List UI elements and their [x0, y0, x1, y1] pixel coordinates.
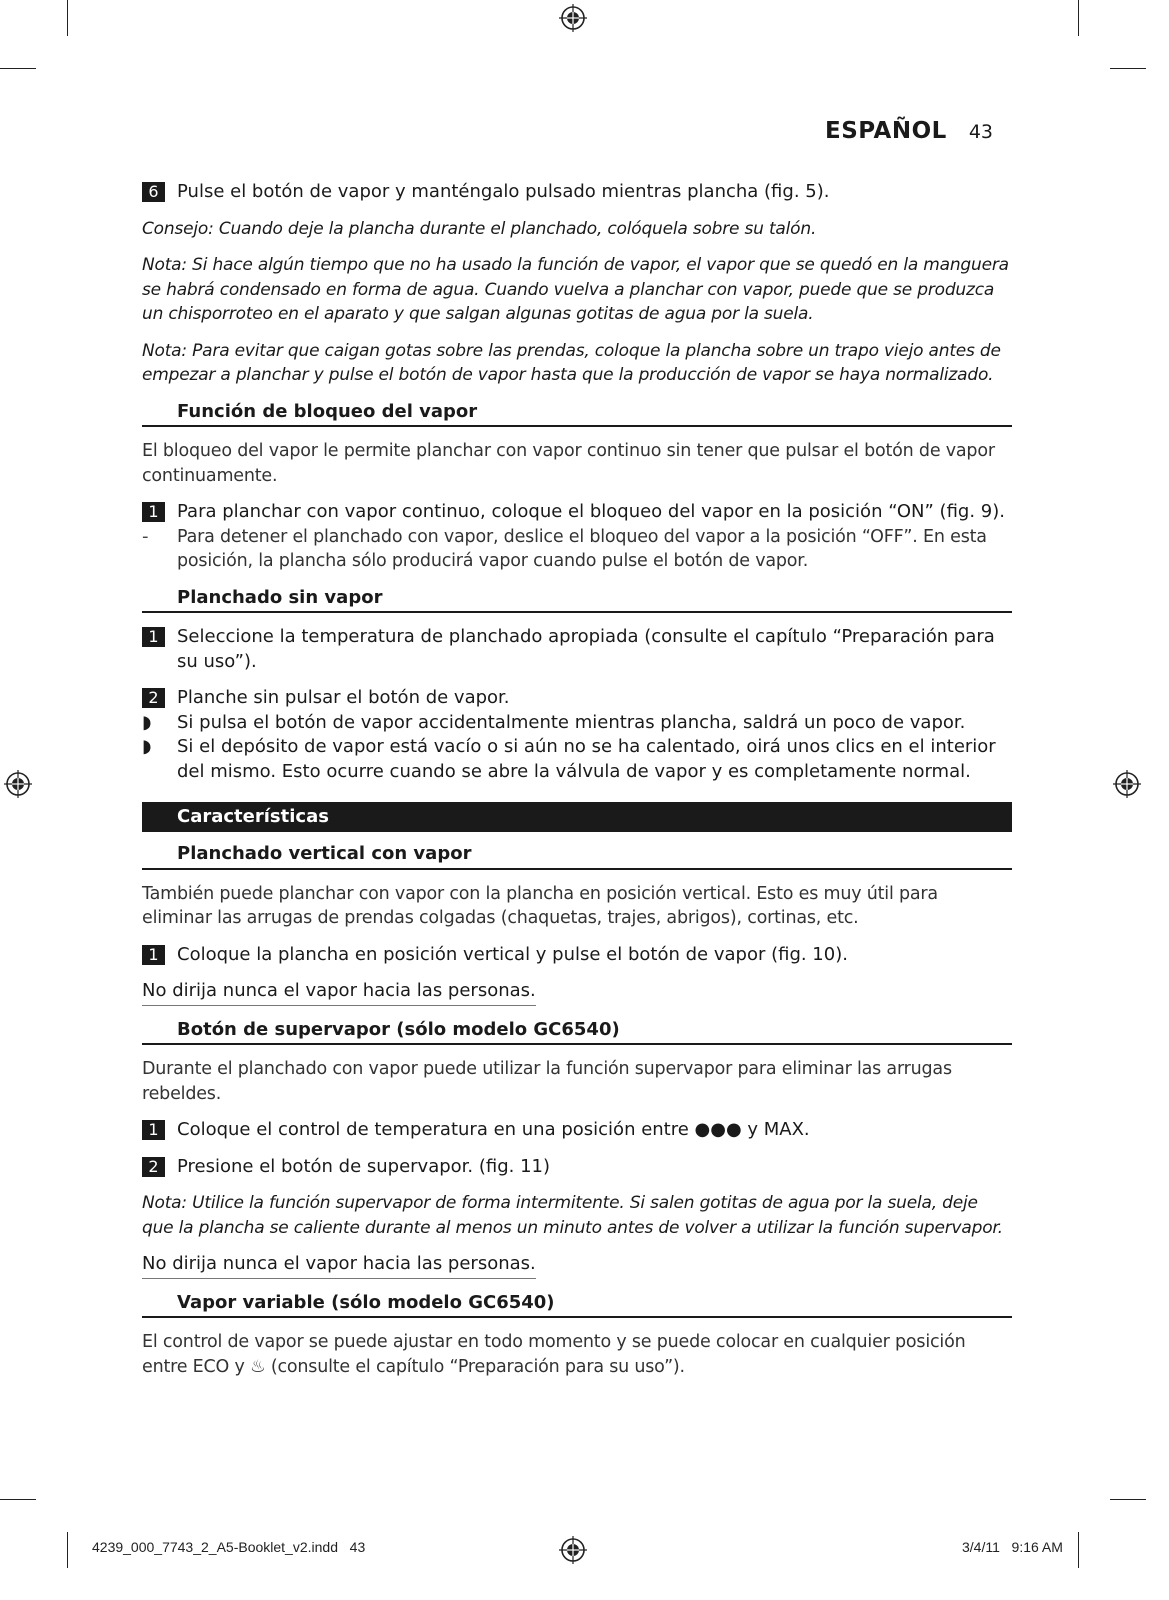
- heading-dry-ironing: Planchado sin vapor: [142, 586, 1012, 614]
- step-number: 1: [142, 1120, 165, 1140]
- bullet-marker-icon: ◗: [142, 736, 152, 757]
- step-number: 6: [142, 182, 165, 202]
- heading-steam-lock: Función de bloqueo del vapor: [142, 400, 1012, 428]
- page-content: [142, 180, 1012, 1391]
- step-text: Planche sin pulsar el botón de vapor.: [177, 687, 510, 708]
- step-number: 1: [142, 627, 165, 647]
- step-text: Seleccione la temperatura de planchado apropiada (consulte el capítulo “Preparación para su uso”).: [177, 626, 995, 672]
- language-label: ESPAÑOL: [825, 118, 947, 144]
- footer-file-info: 4239_000_7743_2_A5-Booklet_v2.indd 43: [92, 1539, 366, 1555]
- dash-text: Para detener el planchado con vapor, deslice el bloqueo del vapor a la posición “OFF”. En esta posición, la plancha sólo producirá vapor cuando pulse el botón de vapor.: [177, 526, 987, 571]
- registration-mark-icon: [559, 4, 587, 32]
- step-number: 2: [142, 1157, 165, 1177]
- note-condensed-steam: Nota: Si hace algún tiempo que no ha usado la función de vapor, el vapor que se quedó en la manguera se habrá condensado en forma de agua. Cuando vuelva a planchar con vapor, puede que se produzca un chisporroteo en el aparato y que salgan algunas gotitas de agua por la suela.: [142, 255, 1009, 324]
- crop-mark: [67, 0, 68, 36]
- step-number: 1: [142, 945, 165, 965]
- heading-vertical-steam: Planchado vertical con vapor: [142, 842, 1012, 870]
- bullet-text: Si pulsa el botón de vapor accidentalmente mientras plancha, saldrá un poco de vapor.: [177, 711, 966, 733]
- warning-text: No dirija nunca el vapor hacia las personas.: [142, 1252, 536, 1279]
- dry-ironing-step-2: [142, 686, 1012, 711]
- dry-ironing-bullet-1: [142, 711, 1012, 736]
- step-text: Pulse el botón de vapor y manténgalo pulsado mientras plancha (fig. 5).: [177, 181, 830, 202]
- dry-ironing-step-1: [142, 625, 1012, 674]
- steam-lock-intro: El bloqueo del vapor le permite planchar con vapor continuo sin tener que pulsar el botón de vapor continuamente.: [142, 441, 995, 486]
- warning-text: No dirija nunca el vapor hacia las personas.: [142, 979, 536, 1006]
- step-number: 2: [142, 688, 165, 708]
- registration-mark-icon: [4, 770, 32, 798]
- tip-note: Consejo: Cuando deje la plancha durante el planchado, colóquela sobre su talón.: [142, 218, 817, 239]
- supersteam-intro: Durante el planchado con vapor puede utilizar la función supervapor para eliminar las arrugas rebeldes.: [142, 1059, 952, 1104]
- step-text: Presione el botón de supervapor. (fig. 11): [177, 1155, 551, 1177]
- heading-supersteam: Botón de supervapor (sólo modelo GC6540): [142, 1018, 1012, 1046]
- step-number: 1: [142, 502, 165, 522]
- variable-steam-intro: El control de vapor se puede ajustar en todo momento y se puede colocar en cualquier posición entre ECO y ♨ (consulte el capítulo “Preparación para su uso”).: [142, 1332, 966, 1377]
- bullet-text: Si el depósito de vapor está vacío o si aún no se ha calentado, oirá unos clics en el interior del mismo. Esto ocurre cuando se abre la válvula de vapor y es completamente normal.: [177, 736, 996, 782]
- page-header: [825, 118, 993, 144]
- bullet-marker-icon: ◗: [142, 711, 152, 733]
- supersteam-note: Nota: Utilice la función supervapor de forma intermitente. Si salen gotitas de agua por la suela, deje que la plancha se caliente durante al menos un minuto antes de volver a utilizar la función supervapor.: [142, 1193, 1003, 1238]
- crop-mark: [1078, 1532, 1079, 1568]
- crop-mark: [1078, 0, 1079, 36]
- crop-mark: [0, 68, 36, 69]
- step-6: [142, 180, 1012, 205]
- supersteam-step-1: [142, 1118, 1012, 1143]
- section-title-features: Características: [142, 802, 1012, 832]
- registration-mark-icon: [559, 1536, 587, 1564]
- steam-lock-step-1: [142, 500, 1012, 525]
- heading-variable-steam: Vapor variable (sólo modelo GC6540): [142, 1291, 1012, 1319]
- step-text: Coloque la plancha en posición vertical y pulse el botón de vapor (fig. 10).: [177, 943, 848, 965]
- crop-mark: [1110, 68, 1146, 69]
- supersteam-step-2: [142, 1155, 1012, 1180]
- crop-mark: [0, 1499, 36, 1500]
- registration-mark-icon: [1113, 770, 1141, 798]
- dry-ironing-bullet-2: [142, 735, 1012, 784]
- step-text: Coloque el control de temperatura en una posición entre ●●● y MAX.: [177, 1119, 810, 1140]
- vertical-steam-step-1: [142, 943, 1012, 968]
- vertical-steam-intro: También puede planchar con vapor con la plancha en posición vertical. Esto es muy útil para eliminar las arrugas de prendas colgadas (chaquetas, trajes, abrigos), cortinas, etc.: [142, 883, 938, 928]
- dash-marker: -: [142, 525, 149, 547]
- steam-lock-off-item: [142, 525, 1012, 574]
- page-number: 43: [968, 121, 993, 143]
- crop-mark: [1110, 1499, 1146, 1500]
- step-text: Para planchar con vapor continuo, coloque el bloqueo del vapor en la posición “ON” (fig. 9).: [177, 501, 1005, 522]
- note-avoid-drops: Nota: Para evitar que caigan gotas sobre las prendas, coloque la plancha sobre un trapo viejo antes de empezar a planchar y pulse el botón de vapor hasta que la producción de vapor se haya normalizado.: [142, 340, 1001, 385]
- crop-mark: [67, 1532, 68, 1568]
- footer-date: 3/4/11 9:16 AM: [962, 1539, 1063, 1555]
